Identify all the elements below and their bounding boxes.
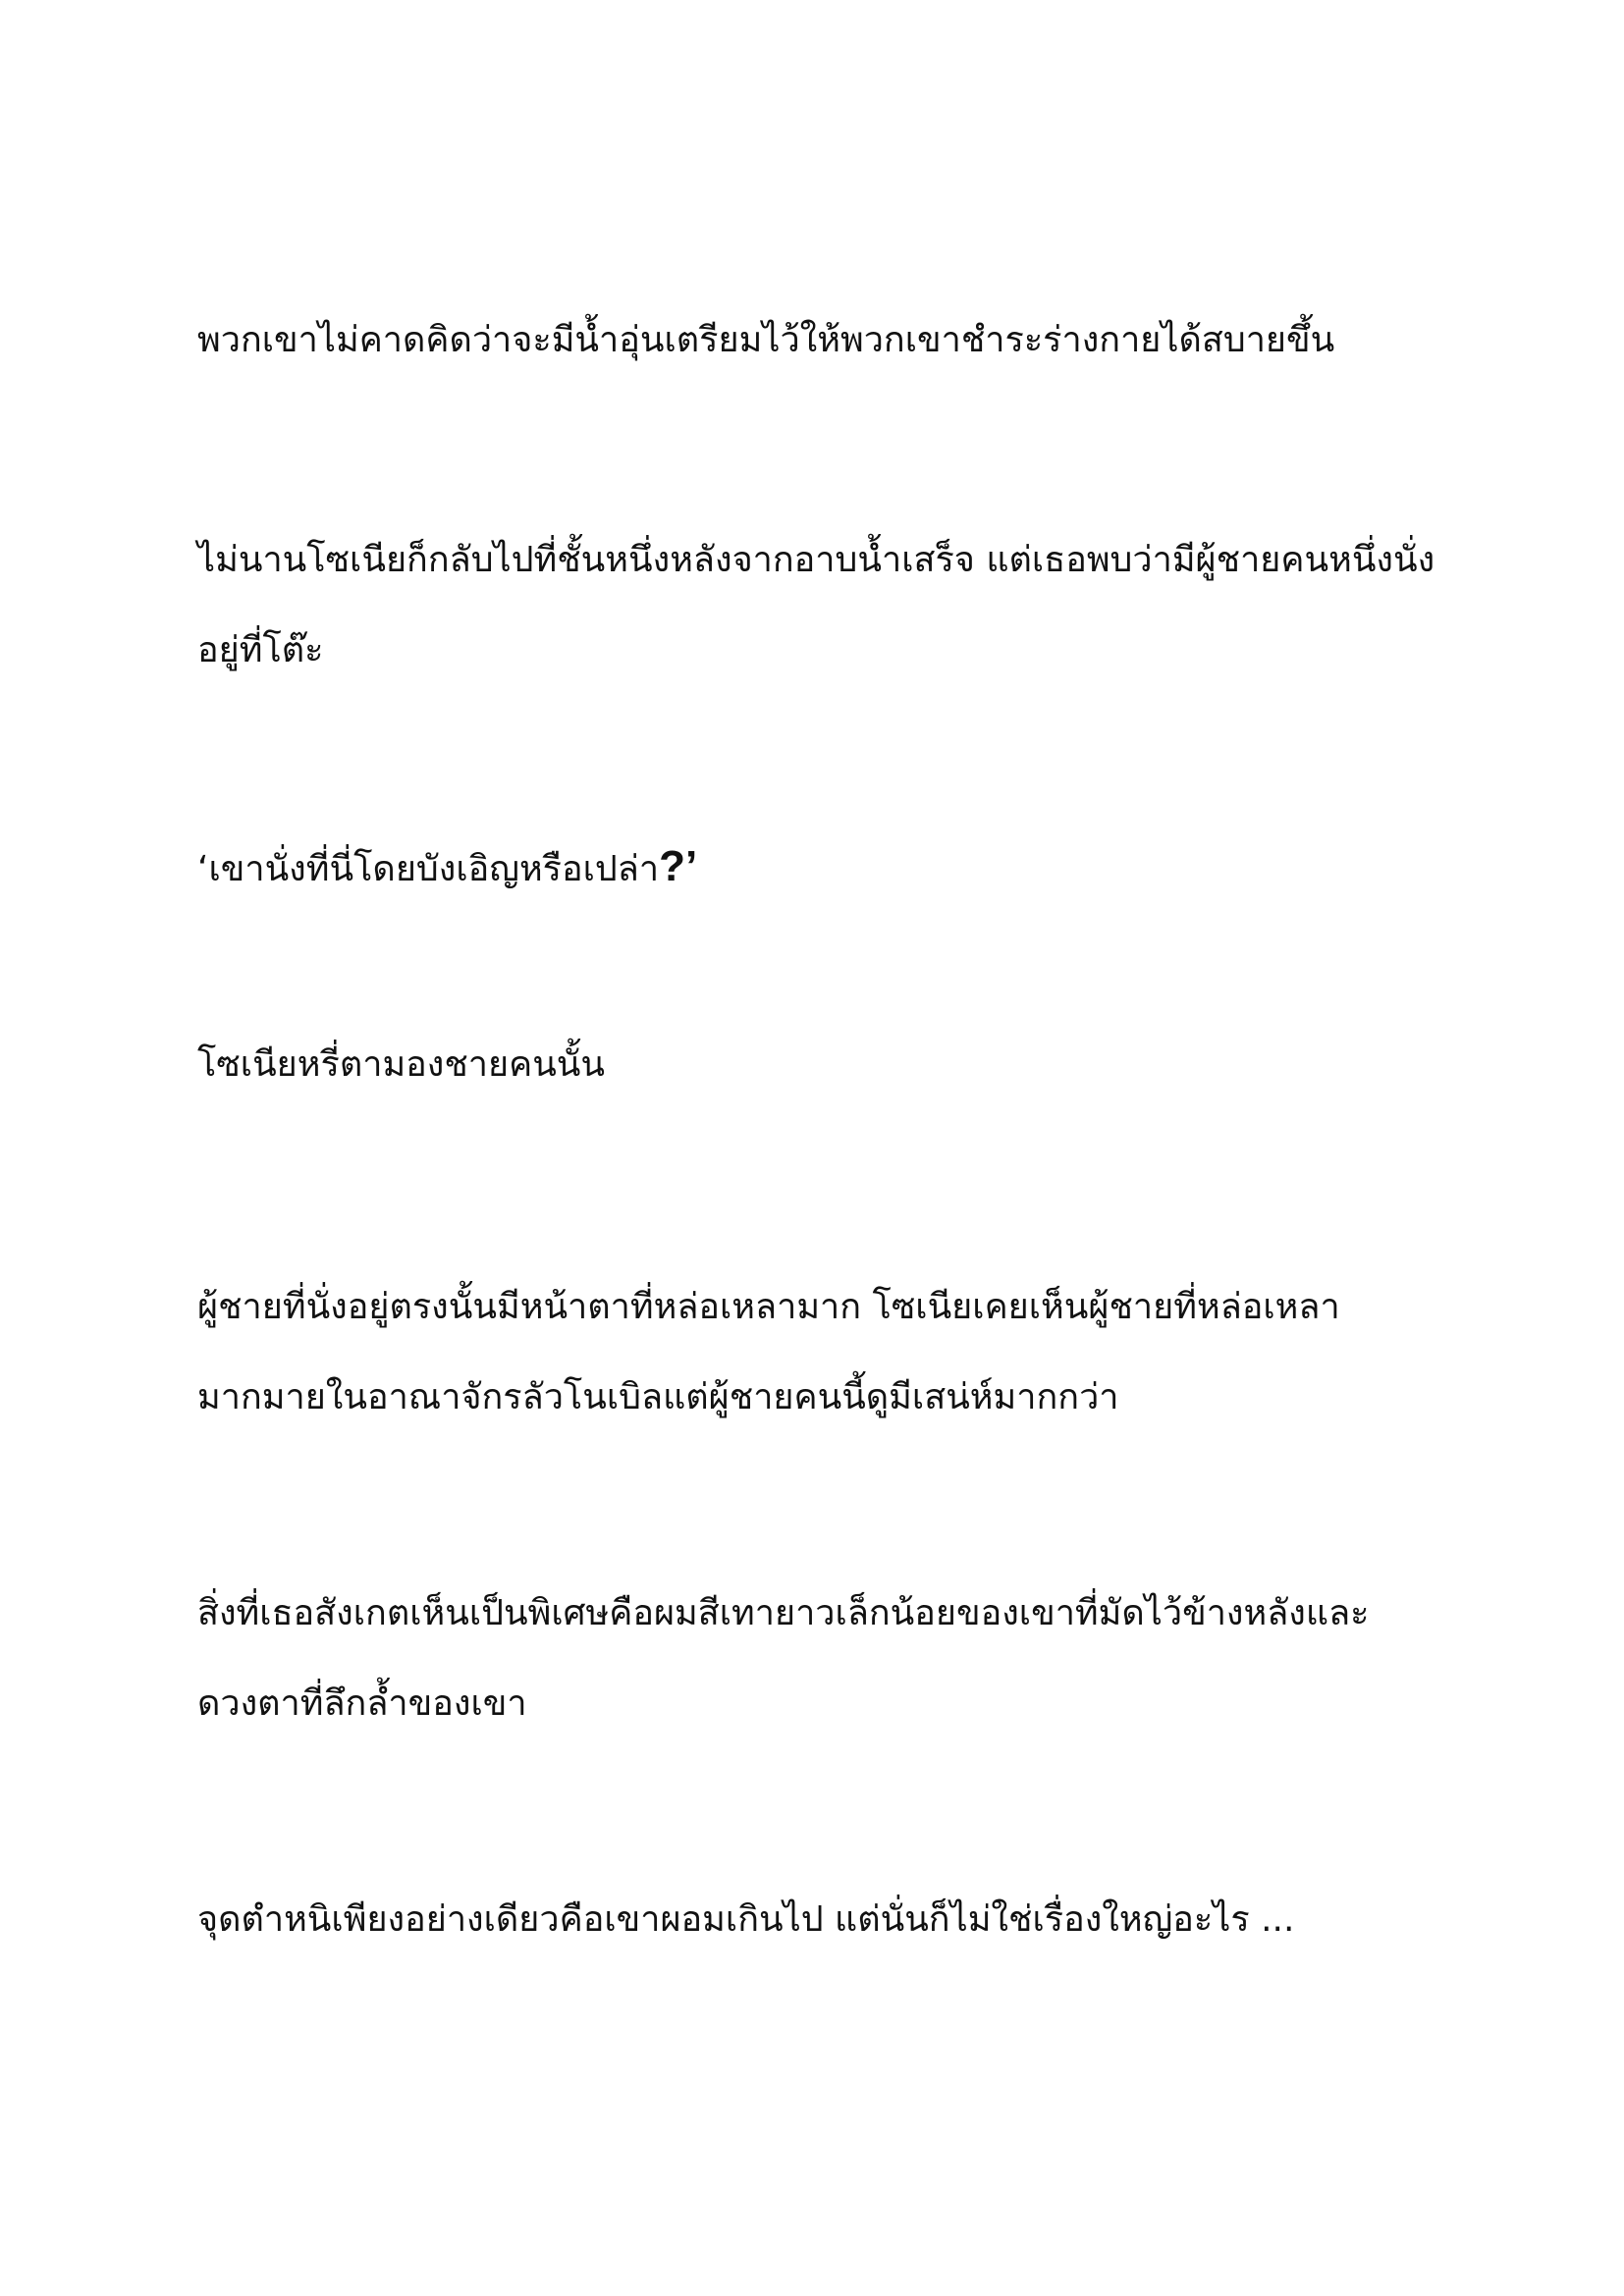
paragraph-line: ดวงตาที่ลึกล้ำของเขา bbox=[197, 1683, 527, 1724]
paragraph-line: ผู้ชายที่นั่งอยู่ตรงนั้นมีหน้าตาที่หล่อเหลามาก โซเนียเคยเห็นผู้ชายที่หล่อเหลา bbox=[197, 1287, 1340, 1327]
question-mark: ?’ bbox=[659, 842, 698, 890]
paragraph-line bbox=[197, 822, 1435, 915]
paragraph-line: มากมายในอาณาจักรลัวโนเบิลแต่ผู้ชายคนนี้ดูมีเสน่ห์มากกว่า bbox=[197, 1377, 1119, 1417]
paragraph-2 bbox=[197, 515, 1435, 696]
paragraph-1 bbox=[197, 295, 1435, 386]
paragraph-line: อยู่ที่โต๊ะ bbox=[197, 630, 324, 670]
paragraph-line: จุดตำหนิเพียงอย่างเดียวคือเขาผอมเกินไป แต่นั่นก็ไม่ใช่เรื่องใหญ่อะไร ... bbox=[197, 1899, 1295, 1940]
paragraph-7 bbox=[197, 1875, 1435, 1965]
paragraph-6 bbox=[197, 1569, 1435, 1749]
paragraph-5 bbox=[197, 1262, 1435, 1443]
paragraph-3-thought bbox=[197, 822, 1435, 915]
paragraph-line: โซเนียหรี่ตามองชายคนนั้น bbox=[197, 1044, 606, 1085]
paragraph-line: สิ่งที่เธอสังเกตเห็นเป็นพิเศษคือผมสีเทายาวเล็กน้อยของเขาที่มัดไว้ข้างหลังและ bbox=[197, 1593, 1370, 1633]
thought-text: ‘เขานั่งที่นี่โดยบังเอิญหรือเปล่า bbox=[197, 849, 660, 889]
paragraph-line: ไม่นานโซเนียก็กลับไปที่ชั้นหนึ่งหลังจากอาบน้ำเสร็จ แต่เธอพบว่ามีผู้ชายคนหนึ่งนั่ง bbox=[197, 540, 1435, 580]
paragraph-line: พวกเขาไม่คาดคิดว่าจะมีน้ำอุ่นเตรียมไว้ให้พวกเขาชำระร่างกายได้สบายขึ้น bbox=[197, 320, 1335, 360]
paragraph-4 bbox=[197, 1020, 1435, 1110]
